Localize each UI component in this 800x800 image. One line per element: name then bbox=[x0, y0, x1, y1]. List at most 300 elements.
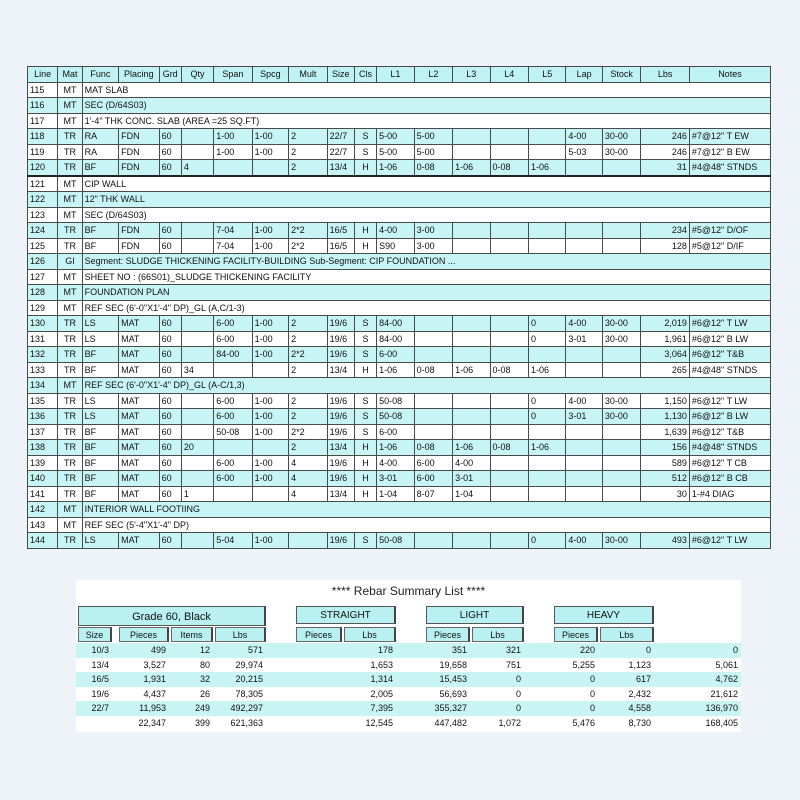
col-header-cls: Cls bbox=[354, 67, 376, 83]
table-cell: 2 bbox=[289, 440, 327, 456]
summary-cell: 571 bbox=[213, 643, 266, 658]
table-cell: 19/6 bbox=[327, 424, 354, 440]
table-cell: 1,961 bbox=[641, 331, 690, 347]
table-cell: 138 bbox=[28, 440, 58, 456]
table-cell: 1-00 bbox=[252, 409, 288, 425]
table-cell: BF bbox=[82, 471, 118, 487]
table-cell: 1-04 bbox=[377, 486, 414, 502]
summary-cell: 26 bbox=[199, 688, 210, 699]
table-cell: 1-06 bbox=[453, 440, 490, 456]
table-cell: MAT bbox=[119, 393, 159, 409]
table-cell bbox=[528, 455, 565, 471]
table-cell: 6-00 bbox=[214, 331, 252, 347]
table-cell: MAT bbox=[119, 471, 159, 487]
table-cell: 2*2 bbox=[289, 238, 327, 254]
table-cell: 3-01 bbox=[377, 471, 414, 487]
table-cell: #6@12" T LW bbox=[689, 393, 770, 409]
table-cell: 1-00 bbox=[252, 316, 288, 332]
table-cell: 121 bbox=[28, 176, 58, 192]
table-cell bbox=[602, 440, 640, 456]
table-cell: S bbox=[354, 129, 376, 145]
table-cell: LS bbox=[82, 393, 118, 409]
table-cell: 1-00 bbox=[252, 455, 288, 471]
table-cell: 0 bbox=[528, 533, 565, 549]
table-cell bbox=[181, 455, 213, 471]
table-cell bbox=[453, 144, 490, 160]
table-cell: 60 bbox=[159, 362, 181, 378]
table-cell: MT bbox=[58, 269, 82, 285]
table-cell: 50-08 bbox=[377, 393, 414, 409]
table-cell: 134 bbox=[28, 378, 58, 394]
table-cell: 2 bbox=[289, 316, 327, 332]
table-cell: 1-00 bbox=[252, 223, 288, 239]
table-cell: 125 bbox=[28, 238, 58, 254]
table-cell: 156 bbox=[641, 440, 690, 456]
summary-cell: 8,730 bbox=[598, 716, 654, 731]
summary-cell bbox=[266, 716, 342, 731]
col-header-heavy-pieces: Pieces bbox=[554, 627, 598, 642]
table-cell: S bbox=[354, 347, 376, 363]
summary-cell: 1,653 bbox=[370, 659, 393, 670]
table-cell: 50-08 bbox=[377, 533, 414, 549]
table-cell bbox=[414, 393, 452, 409]
table-cell: MAT bbox=[119, 533, 159, 549]
table-cell: MT bbox=[58, 113, 82, 129]
table-cell: 2 bbox=[289, 129, 327, 145]
table-cell: 19/6 bbox=[327, 393, 354, 409]
table-cell: 1-06 bbox=[528, 440, 565, 456]
table-cell: 2 bbox=[289, 393, 327, 409]
summary-cell: 12 bbox=[169, 643, 213, 658]
table-row bbox=[28, 113, 771, 129]
table-cell bbox=[453, 533, 490, 549]
summary-cell: 399 bbox=[169, 716, 213, 731]
table-cell: CIP WALL bbox=[82, 176, 770, 192]
summary-cell: 16/5 bbox=[76, 672, 112, 687]
table-cell: #6@12" T CB bbox=[689, 455, 770, 471]
table-cell: 30-00 bbox=[602, 393, 640, 409]
table-cell: 1-00 bbox=[214, 144, 252, 160]
summary-cell: 0 bbox=[524, 672, 598, 687]
table-cell: 0-08 bbox=[490, 440, 528, 456]
col-header-light-pieces: Pieces bbox=[426, 627, 470, 642]
summary-cell: 0 bbox=[470, 672, 524, 687]
table-cell bbox=[414, 316, 452, 332]
table-row bbox=[28, 347, 771, 363]
summary-cell: 5,255 bbox=[572, 659, 595, 670]
table-cell bbox=[414, 409, 452, 425]
table-cell bbox=[414, 347, 452, 363]
table-cell: 2 bbox=[289, 144, 327, 160]
table-cell bbox=[602, 238, 640, 254]
table-row bbox=[28, 486, 771, 502]
table-cell: 142 bbox=[28, 502, 58, 518]
table-row bbox=[28, 269, 771, 285]
table-cell: H bbox=[354, 223, 376, 239]
table-cell bbox=[490, 409, 528, 425]
summary-total-row bbox=[76, 716, 741, 731]
table-cell: 126 bbox=[28, 254, 58, 270]
col-header-stock: Stock bbox=[602, 67, 640, 83]
table-cell: FDN bbox=[119, 223, 159, 239]
table-cell bbox=[602, 471, 640, 487]
table-cell: 60 bbox=[159, 238, 181, 254]
col-header-l4: L4 bbox=[490, 67, 528, 83]
table-cell: SEC (D/64S03) bbox=[82, 207, 770, 223]
summary-cell: 492,297 bbox=[213, 701, 266, 716]
table-cell bbox=[566, 223, 602, 239]
table-cell bbox=[528, 486, 565, 502]
table-cell: 1-06 bbox=[377, 362, 414, 378]
table-cell: 31 bbox=[641, 160, 690, 176]
rebar-schedule-sheet bbox=[27, 66, 771, 549]
table-cell: TR bbox=[58, 316, 82, 332]
table-cell bbox=[528, 238, 565, 254]
table-cell: BF bbox=[82, 440, 118, 456]
table-cell: 12" THK WALL bbox=[82, 192, 770, 208]
table-cell bbox=[566, 486, 602, 502]
table-cell bbox=[214, 440, 252, 456]
table-cell: 13/4 bbox=[327, 486, 354, 502]
summary-cell bbox=[76, 716, 112, 731]
table-cell: REF SEC (5'-4"X1'-4" DP) bbox=[82, 517, 770, 533]
table-cell: 16/5 bbox=[327, 223, 354, 239]
table-cell: RA bbox=[82, 129, 118, 145]
table-row bbox=[28, 502, 771, 518]
table-cell: #6@12" B CB bbox=[689, 471, 770, 487]
summary-cell: 1,072 bbox=[470, 716, 524, 731]
summary-cell: 29,974 bbox=[235, 659, 263, 670]
table-cell bbox=[528, 347, 565, 363]
table-cell: 3-00 bbox=[414, 223, 452, 239]
table-cell: SHEET NO : (66S01)_SLUDGE THICKENING FACILITY bbox=[82, 269, 770, 285]
table-cell: 128 bbox=[641, 238, 690, 254]
summary-cell: 3,527 bbox=[143, 659, 166, 670]
table-cell: MAT bbox=[119, 331, 159, 347]
table-cell: 493 bbox=[641, 533, 690, 549]
table-row bbox=[28, 455, 771, 471]
table-cell bbox=[528, 424, 565, 440]
table-cell: 3-01 bbox=[566, 331, 602, 347]
table-cell bbox=[490, 393, 528, 409]
grade-group-header: Grade 60, Black bbox=[78, 606, 266, 626]
table-cell: 1-06 bbox=[528, 362, 565, 378]
table-cell: 30-00 bbox=[602, 144, 640, 160]
table-cell: 4-00 bbox=[566, 316, 602, 332]
table-cell: 19/6 bbox=[327, 455, 354, 471]
table-cell: MAT bbox=[119, 347, 159, 363]
summary-cell: 249 bbox=[169, 701, 213, 716]
table-cell: FDN bbox=[119, 129, 159, 145]
table-cell: 120 bbox=[28, 160, 58, 176]
table-cell: INTERIOR WALL FOOTIING bbox=[82, 502, 770, 518]
straight-group-header: STRAIGHT bbox=[296, 606, 396, 624]
table-row bbox=[28, 517, 771, 533]
table-row bbox=[28, 285, 771, 301]
table-cell: 13/4 bbox=[327, 160, 354, 176]
table-cell bbox=[528, 129, 565, 145]
table-cell: 123 bbox=[28, 207, 58, 223]
table-cell: FOUNDATION PLAN bbox=[82, 285, 770, 301]
table-cell bbox=[414, 533, 452, 549]
table-cell: 50-08 bbox=[377, 409, 414, 425]
table-cell: TR bbox=[58, 129, 82, 145]
table-cell: TR bbox=[58, 160, 82, 176]
table-cell: #7@12" T EW bbox=[689, 129, 770, 145]
summary-cell bbox=[266, 687, 342, 702]
table-cell: 1-06 bbox=[377, 440, 414, 456]
col-header-func: Func bbox=[82, 67, 118, 83]
table-cell: S90 bbox=[377, 238, 414, 254]
table-cell bbox=[602, 347, 640, 363]
table-cell: TR bbox=[58, 331, 82, 347]
table-cell: #6@12" T LW bbox=[689, 533, 770, 549]
table-cell bbox=[414, 331, 452, 347]
summary-cell: 0 bbox=[515, 688, 521, 699]
table-cell: GI bbox=[58, 254, 82, 270]
summary-cell: 168,405 bbox=[654, 716, 741, 731]
table-cell: 60 bbox=[159, 471, 181, 487]
summary-cell: 21,612 bbox=[710, 688, 738, 699]
table-cell bbox=[490, 331, 528, 347]
table-cell: 60 bbox=[159, 486, 181, 502]
summary-cell: 499 bbox=[112, 643, 169, 658]
table-cell bbox=[453, 316, 490, 332]
table-cell bbox=[453, 409, 490, 425]
table-cell: 5-00 bbox=[414, 129, 452, 145]
table-cell: 4-00 bbox=[377, 223, 414, 239]
table-cell: 13/4 bbox=[327, 440, 354, 456]
col-header-l1: L1 bbox=[377, 67, 414, 83]
table-cell: MT bbox=[58, 378, 82, 394]
table-cell: 1-06 bbox=[453, 160, 490, 176]
summary-cell: 1,123 bbox=[628, 659, 651, 670]
table-cell: H bbox=[354, 160, 376, 176]
table-cell bbox=[602, 160, 640, 176]
table-cell: 4 bbox=[289, 455, 327, 471]
summary-cell: 2,005 bbox=[370, 688, 393, 699]
col-header-light-lbs: Lbs bbox=[472, 627, 524, 642]
table-cell: 60 bbox=[159, 331, 181, 347]
table-cell: REF SEC (6'-0"X1'-4" DP)_GL (A,C/1-3) bbox=[82, 300, 770, 316]
table-cell bbox=[181, 144, 213, 160]
col-header-straight-pieces: Pieces bbox=[296, 627, 342, 642]
table-cell: #6@12" T LW bbox=[689, 316, 770, 332]
summary-cell: 5,476 bbox=[524, 716, 598, 731]
table-cell: MT bbox=[58, 176, 82, 192]
table-cell bbox=[252, 486, 288, 502]
table-cell: 8-07 bbox=[414, 486, 452, 502]
table-cell: 22/7 bbox=[327, 144, 354, 160]
table-cell: 1-06 bbox=[528, 160, 565, 176]
table-cell bbox=[490, 238, 528, 254]
table-cell bbox=[453, 129, 490, 145]
table-cell: 0 bbox=[528, 409, 565, 425]
table-cell: H bbox=[354, 486, 376, 502]
table-cell: 1,639 bbox=[641, 424, 690, 440]
table-cell bbox=[528, 144, 565, 160]
table-cell bbox=[566, 455, 602, 471]
table-cell bbox=[602, 486, 640, 502]
table-cell: TR bbox=[58, 533, 82, 549]
table-cell: MT bbox=[58, 285, 82, 301]
table-cell bbox=[528, 471, 565, 487]
summary-title: **** Rebar Summary List **** bbox=[331, 584, 486, 598]
summary-cell: 19/6 bbox=[91, 688, 109, 699]
table-cell: S bbox=[354, 533, 376, 549]
table-cell: TR bbox=[58, 471, 82, 487]
table-cell: BF bbox=[82, 347, 118, 363]
table-cell: 19/6 bbox=[327, 316, 354, 332]
summary-cell: 447,482 bbox=[396, 716, 470, 731]
col-header-items: Items bbox=[171, 627, 213, 642]
table-cell: 1-#4 DIAG bbox=[689, 486, 770, 502]
table-cell: 20 bbox=[181, 440, 213, 456]
table-cell: 30-00 bbox=[602, 129, 640, 145]
table-row bbox=[28, 144, 771, 160]
table-cell: TR bbox=[58, 440, 82, 456]
table-cell: 0-08 bbox=[414, 160, 452, 176]
table-cell: 2*2 bbox=[289, 424, 327, 440]
table-cell bbox=[214, 486, 252, 502]
table-cell: S bbox=[354, 409, 376, 425]
table-cell: 133 bbox=[28, 362, 58, 378]
table-cell bbox=[453, 223, 490, 239]
table-row bbox=[28, 192, 771, 208]
table-cell: 19/6 bbox=[327, 331, 354, 347]
table-cell: 30 bbox=[641, 486, 690, 502]
summary-cell: 321 bbox=[470, 643, 524, 658]
summary-cell: 5,061 bbox=[715, 659, 738, 670]
table-cell: #6@12" B LW bbox=[689, 409, 770, 425]
summary-cell: 0 bbox=[524, 701, 598, 716]
table-cell: MAT bbox=[119, 486, 159, 502]
summary-cell bbox=[266, 658, 342, 673]
table-cell bbox=[453, 393, 490, 409]
summary-cell: 22/7 bbox=[76, 701, 112, 716]
summary-cell: 355,327 bbox=[396, 701, 470, 716]
table-cell: 2*2 bbox=[289, 347, 327, 363]
table-cell bbox=[602, 455, 640, 471]
table-cell bbox=[289, 533, 327, 549]
light-group-header: LIGHT bbox=[426, 606, 524, 624]
table-cell: 119 bbox=[28, 144, 58, 160]
table-cell: #4@48" STNDS bbox=[689, 440, 770, 456]
col-header-size: Size bbox=[78, 627, 112, 642]
table-cell: 1,130 bbox=[641, 409, 690, 425]
table-cell bbox=[566, 160, 602, 176]
table-cell: 5-00 bbox=[377, 144, 414, 160]
table-cell bbox=[566, 424, 602, 440]
table-cell: 60 bbox=[159, 424, 181, 440]
summary-cell: 32 bbox=[169, 672, 213, 687]
table-cell: TR bbox=[58, 223, 82, 239]
table-row bbox=[28, 393, 771, 409]
summary-cell: 136,970 bbox=[654, 701, 741, 716]
table-cell: 0 bbox=[528, 393, 565, 409]
table-cell: 234 bbox=[641, 223, 690, 239]
table-cell: 2 bbox=[289, 362, 327, 378]
table-cell: BF bbox=[82, 362, 118, 378]
table-row bbox=[28, 316, 771, 332]
table-cell bbox=[566, 440, 602, 456]
table-cell: FDN bbox=[119, 144, 159, 160]
table-cell: 2 bbox=[289, 160, 327, 176]
table-cell: MAT SLAB bbox=[82, 82, 770, 98]
heavy-group-header: HEAVY bbox=[554, 606, 654, 624]
col-header-lbs: Lbs bbox=[215, 627, 266, 642]
table-cell bbox=[490, 144, 528, 160]
table-cell bbox=[490, 223, 528, 239]
table-cell: TR bbox=[58, 238, 82, 254]
table-cell: H bbox=[354, 455, 376, 471]
table-row bbox=[28, 207, 771, 223]
col-header-mult: Mult bbox=[289, 67, 327, 83]
table-row bbox=[28, 160, 771, 176]
summary-cell: 0 bbox=[589, 688, 595, 699]
table-cell: 60 bbox=[159, 533, 181, 549]
table-cell: 60 bbox=[159, 455, 181, 471]
table-cell: 2*2 bbox=[289, 223, 327, 239]
table-cell: 1-00 bbox=[252, 424, 288, 440]
table-cell: FDN bbox=[119, 238, 159, 254]
table-row bbox=[28, 223, 771, 239]
table-cell bbox=[453, 424, 490, 440]
summary-cell: 13/4 bbox=[91, 659, 109, 670]
table-cell: 19/6 bbox=[327, 347, 354, 363]
table-cell: 6-00 bbox=[214, 409, 252, 425]
table-cell bbox=[181, 471, 213, 487]
table-cell: 4 bbox=[181, 160, 213, 176]
table-cell bbox=[566, 347, 602, 363]
table-cell: H bbox=[354, 238, 376, 254]
table-cell: MAT bbox=[119, 362, 159, 378]
table-cell: #6@12" T&B bbox=[689, 347, 770, 363]
table-cell bbox=[602, 362, 640, 378]
table-cell: 139 bbox=[28, 455, 58, 471]
table-cell: 6-00 bbox=[214, 471, 252, 487]
table-cell: BF bbox=[82, 223, 118, 239]
table-cell: #5@12" D/OF bbox=[689, 223, 770, 239]
col-header-heavy-lbs: Lbs bbox=[600, 627, 654, 642]
table-cell: S bbox=[354, 144, 376, 160]
summary-cell: 617 bbox=[598, 672, 654, 687]
table-cell: 19/6 bbox=[327, 533, 354, 549]
summary-cell: 220 bbox=[524, 643, 598, 658]
table-cell: 5-00 bbox=[414, 144, 452, 160]
table-cell: 128 bbox=[28, 285, 58, 301]
table-cell: #6@12" B LW bbox=[689, 331, 770, 347]
table-cell: H bbox=[354, 471, 376, 487]
table-cell: 6-00 bbox=[414, 471, 452, 487]
table-cell: LS bbox=[82, 409, 118, 425]
summary-cell: 78,305 bbox=[235, 688, 263, 699]
col-header-notes: Notes bbox=[689, 67, 770, 83]
table-cell: MT bbox=[58, 98, 82, 114]
table-cell bbox=[181, 238, 213, 254]
table-row bbox=[28, 300, 771, 316]
table-cell: 1-00 bbox=[252, 144, 288, 160]
table-cell: 1-00 bbox=[252, 129, 288, 145]
table-cell: 19/6 bbox=[327, 409, 354, 425]
table-cell bbox=[181, 347, 213, 363]
table-row bbox=[28, 471, 771, 487]
table-cell: TR bbox=[58, 455, 82, 471]
table-cell: 1-04 bbox=[453, 486, 490, 502]
table-cell: MT bbox=[58, 192, 82, 208]
table-cell: 4-00 bbox=[566, 533, 602, 549]
summary-cell: 0 bbox=[470, 701, 524, 716]
